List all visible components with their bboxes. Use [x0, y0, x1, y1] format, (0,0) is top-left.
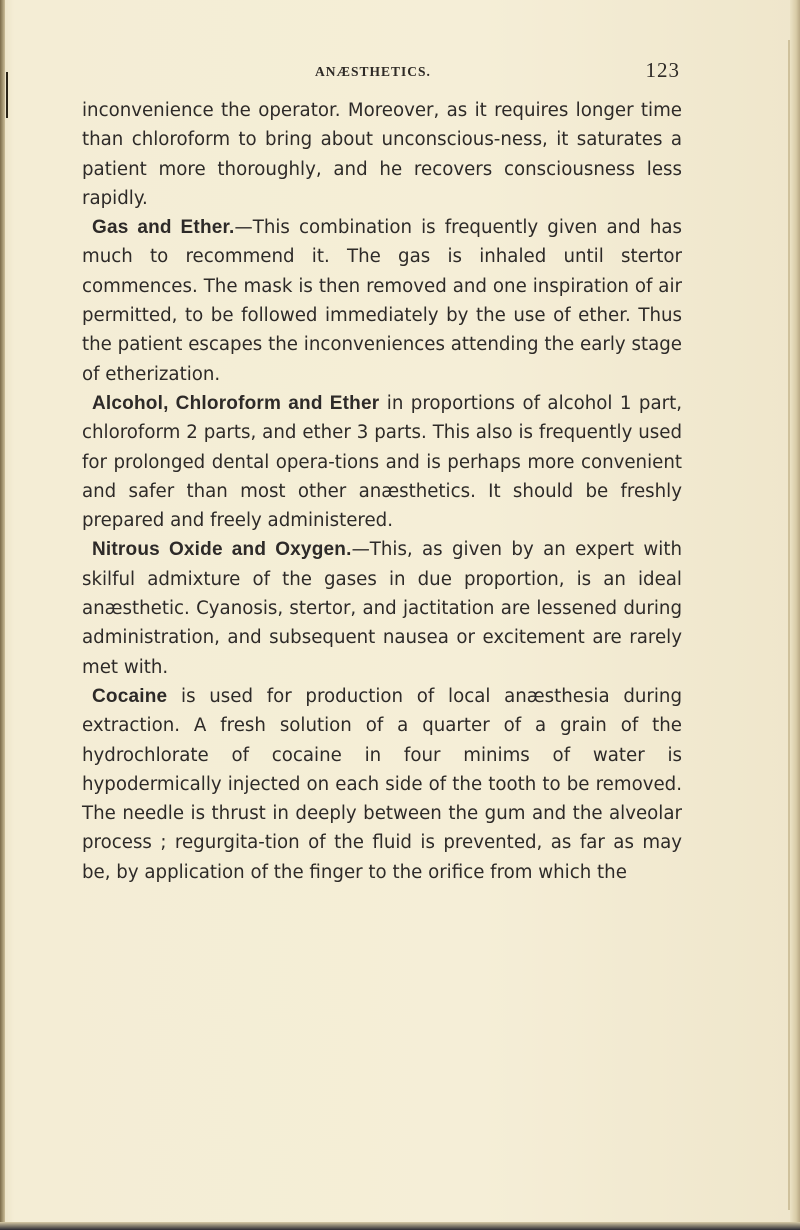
- paragraph-text: —This combination is frequently given and has much to recommend it. The gas is inhaled until stertor commences. The mask is then removed and one inspiration of air permitted, to be followed immediately by the use of ether. Thus the patient escapes the inconveniences attending the early stage of etherization.: [82, 217, 682, 385]
- section-heading: Alcohol, Chloroform and Ether: [92, 392, 380, 414]
- paragraph-alcohol-chloroform-ether: [82, 389, 682, 535]
- body-text: [82, 96, 682, 887]
- page-fold-line: [788, 40, 790, 1210]
- binding-mark: [6, 72, 8, 118]
- section-heading: Gas and Ether.: [92, 217, 235, 239]
- paragraph-text: inconvenience the operator. Moreover, as it requires longer time than chloroform to bring about unconscious-ness, it saturates a patient more thoroughly, and he recovers consciousness less rapidly.: [82, 100, 682, 209]
- paragraph-continuation: [82, 96, 682, 213]
- running-head: ANÆSTHETICS.: [315, 64, 431, 79]
- page-header: [80, 58, 680, 86]
- page-right-edge: [790, 0, 800, 1230]
- section-heading: Nitrous Oxide and Oxygen.: [92, 539, 352, 561]
- paragraph-gas-and-ether: [82, 213, 682, 389]
- paragraph-text: in proportions of alcohol 1 part, chloroform 2 parts, and ether 3 parts. This also is frequently used for prolonged dental opera-tions and is perhaps more convenient and safer than most other anæsthetics. It should be freshly prepared and freely administered.: [82, 392, 682, 532]
- section-heading: Cocaine: [92, 685, 168, 707]
- paragraph-text: is used for production of local anæsthesia during extraction. A fresh solution of a quarter of a grain of the hydrochlorate of cocaine in four minims of water is hypodermically injected on each side of the tooth to be removed. The needle is thrust in deeply between the gum and the alveolar process ; regurgita-tion of the fluid is prevented, as far as may be, by application of the finger to the orifice from which the: [82, 685, 682, 883]
- page-number: 123: [645, 58, 680, 82]
- paragraph-nitrous-oxide-oxygen: [82, 535, 682, 681]
- paragraph-cocaine: [82, 682, 682, 887]
- page-bottom-edge: [0, 1222, 800, 1230]
- page-left-edge: [0, 0, 5, 1230]
- paragraph-text: —This, as given by an expert with skilful admixture of the gases in due proportion, is an ideal anæsthetic. Cyanosis, stertor, and jactitation are lessened during administration, and subsequent nausea or excitement are rarely met with.: [82, 539, 682, 678]
